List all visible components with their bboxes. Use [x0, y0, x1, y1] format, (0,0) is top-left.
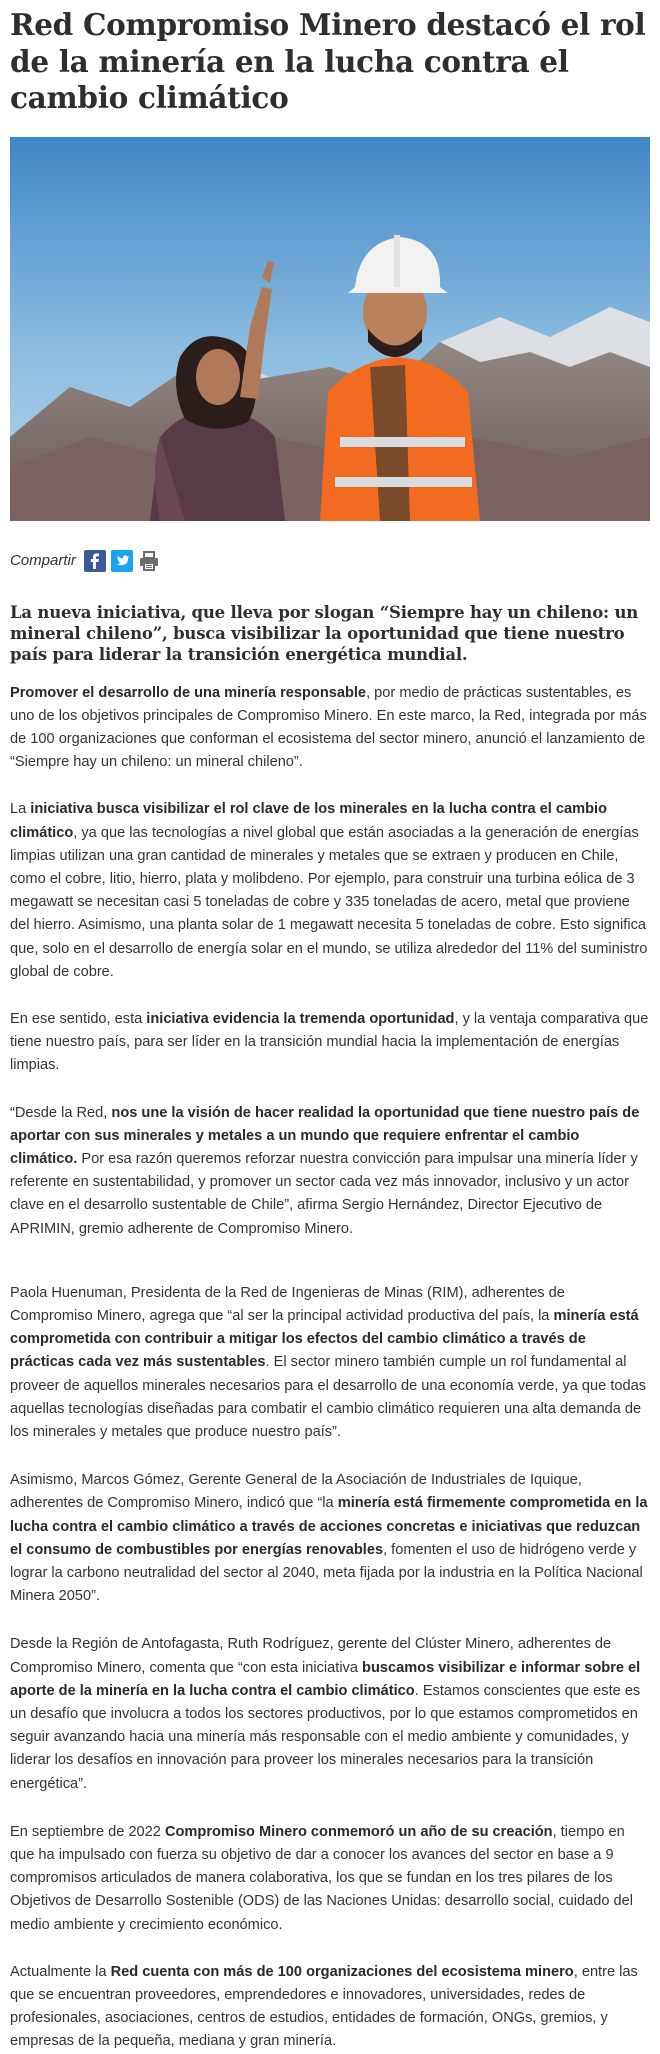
text-run: , y la ventaja comparativa que tiene nuestro país, para ser líder en la transición mundial hacia la implementación de energías limpias. [10, 1010, 649, 1074]
share-bar [10, 548, 650, 574]
body-paragraph [10, 1469, 650, 1608]
bold-text: minería está firmemente comprometida en la lucha contra el cambio climático a través de acciones concretas e iniciativas que reduzcan el consumo de combustibles por energías renovables [10, 1495, 648, 1558]
body-paragraph [10, 1102, 650, 1241]
body-paragraph [10, 1633, 650, 1795]
body-paragraph [10, 1008, 650, 1078]
article-title: Red Compromiso Minero destacó el rol de la minería en la lucha contra el cambio climático [10, 7, 646, 115]
text-run: , fomenten el uso de hidrógeno verde y lograr la carbono neutralidad del sector al 2040, meta fijada por la industria en la Política Nacional Minera 2050”. [10, 1541, 643, 1605]
body-paragraph [10, 1821, 650, 1937]
body-paragraph [10, 798, 650, 984]
text-run: , ya que las tecnologías a nivel global que están asociadas a la generación de energías limpias utilizan una gran cantidad de minerales y metales que se extraen y producen en Chile, como el cobre, litio, hierro, plata y molibdeno. Por ejemplo, para construir una turbina eólica de 3 megawatt se necesitan casi 5 toneladas de cobre y 335 toneladas de acero, metal que proviene del hierro. Asimismo, una planta solar de 1 megawatt necesita 5 toneladas de cobre. Esto significa que, solo en el desarrollo de energía solar en el mundo, se utiliza alrededor del 11% del suministro global de cobre. [10, 824, 648, 980]
bold-text: Compromiso Minero conmemoró un año de su creación [164, 1823, 553, 1840]
text-run: . Estamos conscientes que este es un desafío que involucra a todos los sectores productivos, por lo que estamos comprometidos en seguir avanzando hacia una minería más responsable con el medio ambiente y comunidades, y liderar los desafíos en innovación para proveer los minerales necesarios para la transición energética”. [10, 1682, 641, 1792]
text-run: “Desde la Red, [10, 1104, 112, 1121]
print-icon[interactable] [138, 550, 160, 572]
bold-text: iniciativa busca visibilizar el rol clave de los minerales en la lucha contra el cambio climático [10, 801, 607, 841]
hero-image [10, 137, 650, 521]
text-run: . El sector minero también cumple un rol fundamental al proveer de aquellos minerales necesarios para el desarrollo de una economía verde, ya que todas aquellas tecnologías diseñadas para combatir el cambio climático requieren una alta demanda de los minerales y metales que produce nuestro país”. [10, 1354, 647, 1440]
bold-text: buscamos visibilizar e informar sobre el aporte de la minería en la lucha contra el cambio climático [10, 1659, 641, 1699]
text-run: , por medio de prácticas sustentables, es uno de los objetivos principales de Compromiso Minero. En este marco, la Red, integrada por más de 100 organizaciones que conforman el ecosistema del sector minero, anunció el lanzamiento de “Siempre hay un chileno: un mineral chileno”. [10, 684, 647, 771]
text-run: Asimismo, Marcos Gómez, Gerente General de la Asociación de Industriales de Iquique, adherentes de Compromiso Minero, indicó que “la [10, 1472, 582, 1512]
text-run: En septiembre de 2022 [10, 1823, 165, 1840]
text-run: Paola Huenuman, Presidenta de la Red de Ingenieras de Minas (RIM), adherentes de Compromiso Minero, agrega que “al ser la principal actividad productiva del país, la [10, 1284, 565, 1324]
bold-text: Red cuenta con más de 100 organizaciones del ecosistema minero [110, 1963, 574, 1980]
text-run: , entre las que se encuentran proveedores, emprendedores e innovadores, universidades, redes de profesionales, asociaciones, centros de estudios, entidades de formación, ONGs, gremios, y empresas de la pequeña, mediana y gran minería. [10, 1963, 638, 2050]
text-run: Actualmente la [10, 1963, 111, 1980]
article-lead: La nueva iniciativa, que lleva por slogan “Siempre hay un chileno: un mineral chileno”, busca visibilizar la oportunidad que tiene nuestro país para liderar la transición energética mundial. [10, 602, 639, 664]
text-run: , tiempo en que ha impulsado con fuerza su objetivo de dar a conocer los avances del sector en base a 9 compromisos articulados de manera colaborativa, los que se fundan en los tres pilares de los Objetivos de Desarrollo Sostenible (ODS) de las Naciones Unidas: desarrollo social, cuidado del medio ambiente y crecimiento económico. [10, 1823, 633, 1933]
body-paragraph [10, 1961, 650, 2054]
text-run: Por esa razón queremos reforzar nuestra convicción para impulsar una minería líder y referente en sustentabilidad, y promover un sector cada vez más innovador, inclusivo y un actor clave en el desarrollo sustentable de Chile”, afirma Sergio Hernández, Director Ejecutivo de APRIMIN, gremio adherente de Compromiso Minero. [10, 1150, 638, 1237]
text-run: En ese sentido, esta [10, 1010, 147, 1027]
share-label: Compartir [10, 552, 76, 569]
text-run: La [10, 801, 31, 818]
body-paragraph [10, 1282, 650, 1444]
bold-text: iniciativa evidencia la tremenda oportunidad [146, 1010, 455, 1027]
twitter-icon[interactable] [111, 550, 133, 572]
bold-text: Promover el desarrollo de una minería responsable [10, 684, 367, 701]
bold-text: minería está comprometida con contribuir a mitigar los efectos del cambio climático a través de prácticas cada vez más sustentables [10, 1307, 639, 1371]
facebook-icon[interactable] [84, 550, 106, 572]
bold-text: nos une la visión de hacer realidad la oportunidad que tiene nuestro país de aportar con sus minerales y metales a un mundo que requiere enfrentar el cambio climático. [10, 1104, 640, 1167]
text-run: Desde la Región de Antofagasta, Ruth Rodríguez, gerente del Clúster Minero, adherentes de Compromiso Minero, comenta que “con esta iniciativa [10, 1636, 612, 1676]
article-body [10, 682, 650, 2054]
body-paragraph [10, 682, 650, 775]
